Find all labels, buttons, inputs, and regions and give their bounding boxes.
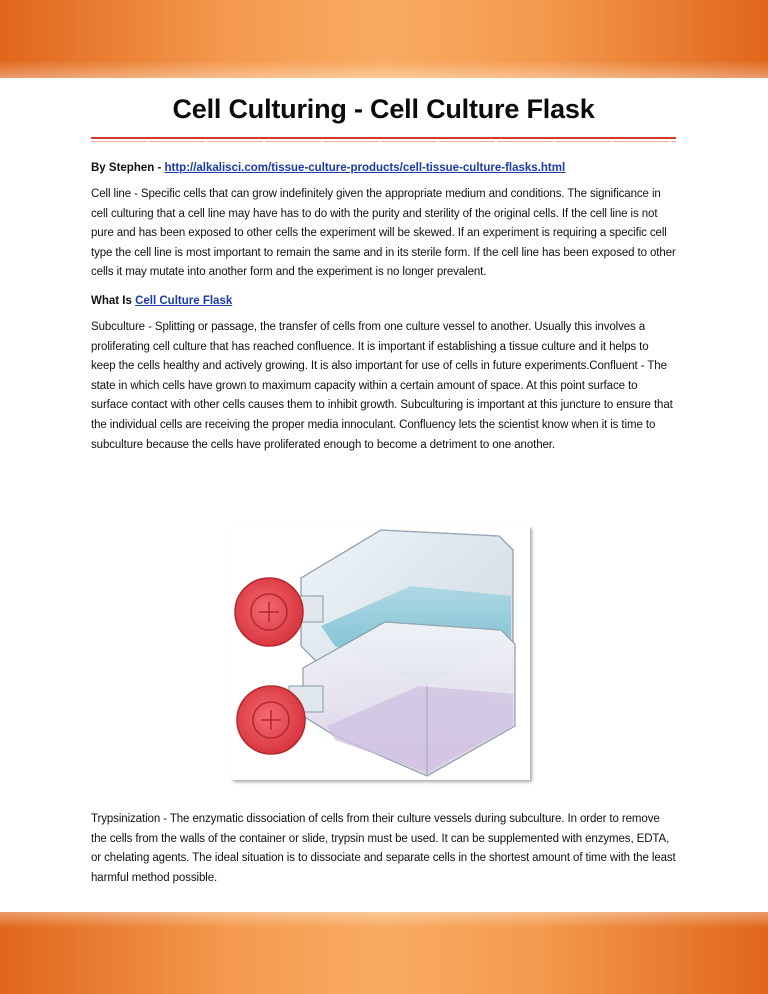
document-body bbox=[91, 78, 676, 455]
footer-band bbox=[0, 912, 768, 994]
header-band bbox=[0, 0, 768, 78]
cell-culture-flask-link[interactable]: Cell Culture Flask bbox=[135, 294, 233, 307]
cell-line-paragraph: Cell line - Specific cells that can grow indefinitely given the appropriate medium and conditions. The significance in cell culturing that a cell line may have has to do with the purity and sterility of the original cells. If the cell line is not pure and has been exposed to other cells the experiment will be skewed. If an experiment is requiring a specific cell type the cell line is most important to remain the same and in its sterile form. If the cell line has been exposed to other cells it may mutate into another form and the experiment is no longer prevalent. bbox=[91, 188, 676, 279]
what-is-prefix: What Is bbox=[91, 294, 136, 307]
title-divider bbox=[91, 137, 676, 143]
trypsinization-section bbox=[91, 799, 676, 888]
bottom-cap bbox=[237, 686, 305, 754]
trypsinization-paragraph: Trypsinization - The enzymatic dissociation of cells from their culture vessels during subculture. In order to remove the cells from the walls of the container or slide, trypsin must be used. It can be supplemented with enzymes, EDTA, or chelating agents. The ideal situation is to dissociate and separate cells in the shortest amount of time with the least harmful method possible. bbox=[91, 813, 676, 884]
top-cap bbox=[235, 578, 303, 646]
source-link[interactable]: http://alkalisci.com/tissue-culture-products/cell-tissue-culture-flasks.html bbox=[164, 162, 566, 174]
subculture-paragraph: Subculture - Splitting or passage, the transfer of cells from one culture vessel to another. Usually this involves a proliferating cell culture that has reached confluence. It is important if establishing a tissue culture and it helps to keep the cells healthy and actively growing. It is also important for use of cells in future experiments.Confluent - The state in which cells have grown to maximum capacity within a certain amount of space. At this point surface to surface contact with other cells causes them to inhibit growth. Subculturing is important at this juncture to ensure that the individual cells are receiving the proper media innoculant. Confluency lets the scientist know when it is time to subculture because the cells have proliferated enough to become a detriment to one another. bbox=[91, 320, 673, 451]
page-title: Cell Culturing - Cell Culture Flask bbox=[172, 94, 595, 124]
flask-illustration bbox=[231, 526, 530, 780]
byline bbox=[91, 162, 676, 174]
cell-culture-flask-image bbox=[231, 526, 530, 780]
author: By Stephen - bbox=[91, 162, 165, 174]
what-is-heading bbox=[91, 295, 676, 307]
